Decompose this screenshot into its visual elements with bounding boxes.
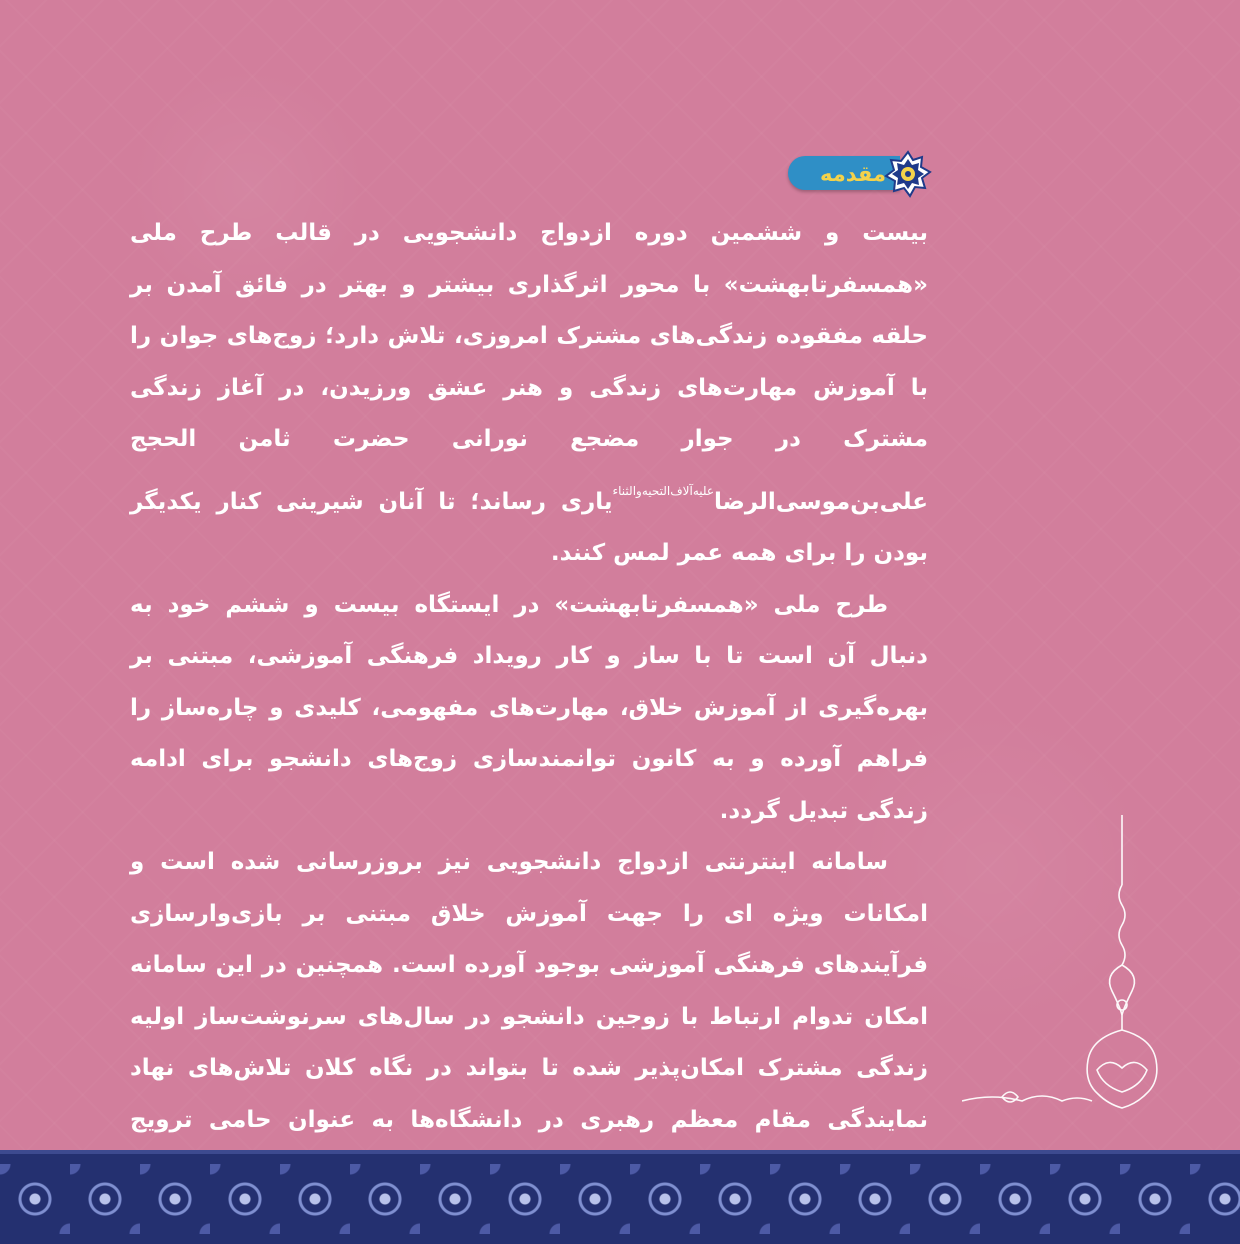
paragraph-1-text-end: یاری رساند؛ تا آنان شیرینی کنار یکدیگر بودن را برای همه عمر لمس کنند. xyxy=(130,488,928,566)
paragraph-2: طرح ملی «همسفرتابهشت» در ایستگاه بیست و ششم خود به دنبال آن است تا با ساز و کار رویداد فرهنگی آموزشی، مبتنی بر بهره‌گیری از آموزش خلاق، مهارت‌های مفهومی، کلیدی و چاره‌ساز را فراهم آورده و به کانون توانمندسازی زوج‌های دانشجو برای ادامه زندگی تبدیل گردد. xyxy=(130,591,928,824)
body-text xyxy=(130,208,928,1198)
paragraph-1-text: بیست و ششمین دوره ازدواج دانشجویی در قالب طرح ملی «همسفرتابهشت» با محور اثرگذاری بیشتر و بهتر در فائق آمدن بر حلقه مفقوده زندگی‌های مشترک امروزی، تلاش دارد؛ زوج‌های جوان را با آموزش مهارت‌های زندگی و هنر عشق ورزیدن، در آغاز زندگی مشترک در جوار مضجع نورانی حضرت ثامن الحجج علی‌بن‌موسی‌الرضا xyxy=(130,220,928,515)
honorific-superscript: علیه‌آلاف‌التحیه‌والثناء xyxy=(612,483,715,498)
tile-pattern xyxy=(0,1164,1240,1234)
bottom-tile-border xyxy=(0,1150,1240,1244)
paragraph-3: سامانه اینترنتی ازدواج دانشجویی نیز بروزرسانی شده است و امکانات ویژه ای را جهت آموزش خلاق مبتنی بر بازی‌وارسازی فرآیندهای فرهنگی آموزشی بوجود آورده است. همچنین در این سامانه امکان تدوام ارتباط با زوجین دانشجو در سال‌های سرنوشت‌ساز اولیه زندگی مشترک امکان‌پذیر شده تا بتواند در نگاه کلان تلاش‌های نهاد نمایندگی مقام معظم رهبری در دانشگاه‌ها به عنوان حامی ترویج xyxy=(130,849,928,1133)
star-medallion-icon xyxy=(884,150,932,198)
paragraph-1 xyxy=(130,208,928,580)
hanging-lantern-ornament-icon xyxy=(962,815,1162,1125)
section-heading xyxy=(822,150,932,198)
heading-label: مقدمه xyxy=(820,162,886,186)
